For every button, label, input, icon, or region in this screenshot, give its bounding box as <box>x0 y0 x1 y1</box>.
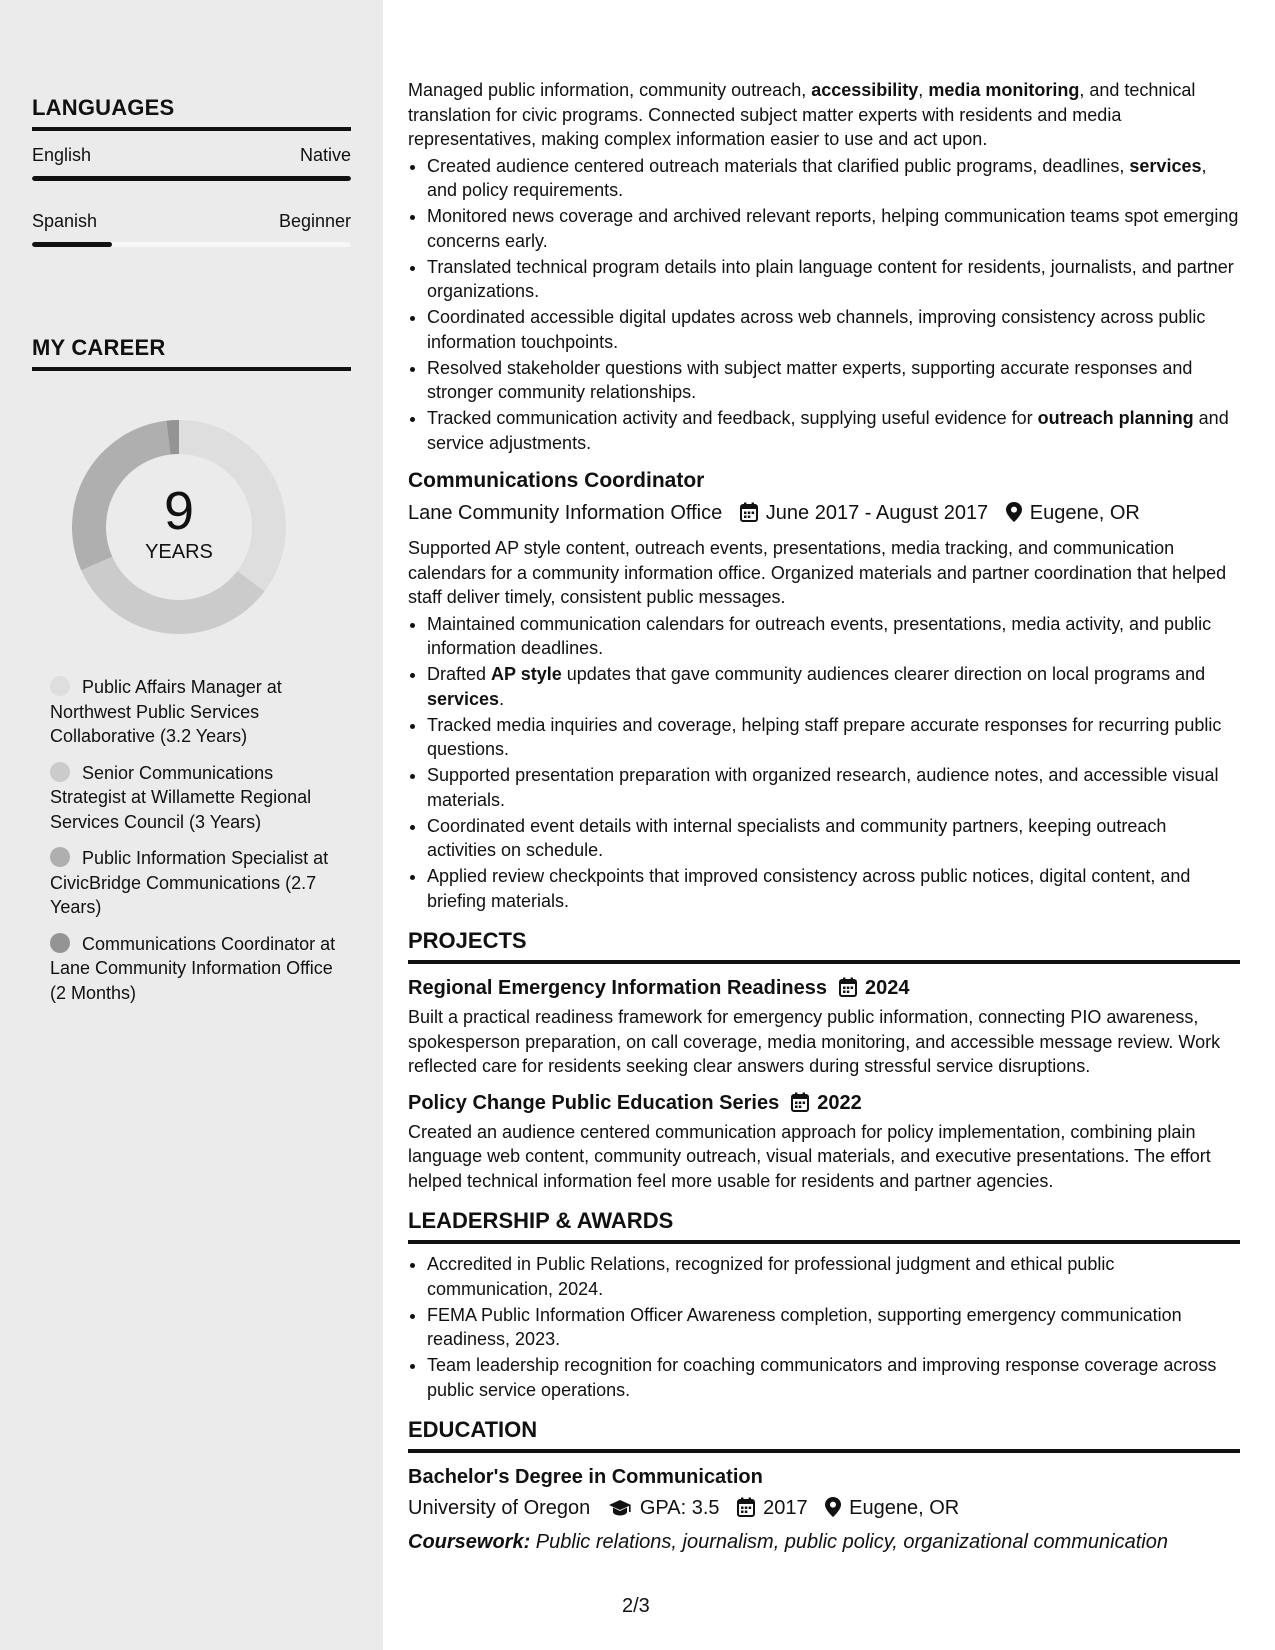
calendar-icon <box>791 1092 809 1120</box>
language-bar-fill <box>32 242 112 247</box>
bullet-item: • Maintained communication calendars for outreach events, presentations, media activity, and public information deadlines. <box>427 612 1240 661</box>
bullet-item: • Monitored news coverage and archived relevant reports, helping communication teams spot emerging concerns early. <box>427 204 1240 253</box>
legend-label: Senior Communications Strategist at Willamette Regional Services Council (3 Years) <box>50 762 312 832</box>
graduation-cap-icon <box>608 1497 632 1525</box>
bullet-item: • Tracked media inquiries and coverage, helping staff prepare accurate responses for recurring public questions. <box>427 713 1240 762</box>
bullet-item <box>427 154 1240 203</box>
legend-item <box>50 932 340 1006</box>
job-summary: Supported AP style content, outreach events, presentations, media tracking, and communication calendars for a community information office. Organized materials and partner coordination that helped staff deliver timely, consistent public messages. <box>408 538 1227 607</box>
keyword: outreach planning <box>1037 408 1194 428</box>
bullet-item: • Coordinated accessible digital updates across web channels, improving consistency across public information touchpoints. <box>427 305 1240 354</box>
job-intro-summary <box>408 78 1240 152</box>
career-total-unit: YEARS <box>145 540 213 563</box>
job-bullets <box>408 612 1240 914</box>
coursework-label: Coursework: <box>408 1531 531 1553</box>
bullet-item <box>427 662 1240 711</box>
career-heading: MY CAREER <box>32 335 351 371</box>
text: Created audience centered outreach materials that clarified public programs, deadlines, <box>427 155 1130 176</box>
awards-heading: LEADERSHIP & AWARDS <box>408 1207 1240 1244</box>
page-number: 2/3 <box>622 1595 650 1617</box>
text: updates that gave community audiences clearer direction on local programs and <box>561 664 1206 684</box>
project-description: Built a practical readiness framework for emergency public information, connecting PIO awareness, spokesperson preparation, on call coverage, media monitoring, and accessible message review. Work reflected care for residents seeking clear answers during stressful service disruptions. <box>408 1007 1221 1076</box>
awards-list <box>408 1252 1240 1402</box>
legend-dot <box>50 762 70 782</box>
language-level: Beginner <box>278 211 351 231</box>
legend-label: Public Information Specialist at CivicBridge Communications (2.7 Years) <box>50 848 329 917</box>
project-name: Policy Change Public Education Series <box>408 1091 780 1114</box>
award-item: • Team leadership recognition for coaching communicators and improving response coverage across public service operations. <box>427 1353 1240 1402</box>
language-row-english <box>32 145 351 166</box>
keyword: services <box>427 688 500 709</box>
text: Drafted <box>427 664 492 684</box>
text: . <box>499 688 505 709</box>
job-dates: June 2017 - August 2017 <box>765 502 989 524</box>
career-total <box>66 414 292 640</box>
job-title: Communications Coordinator <box>408 469 705 492</box>
job-meta <box>408 499 1240 530</box>
text: Managed public information, community outreach, <box>408 80 812 100</box>
job-company: Lane Community Information Office <box>408 502 723 524</box>
education-year: 2017 <box>763 1497 808 1519</box>
career-legend <box>50 675 340 1017</box>
education-heading: EDUCATION <box>408 1416 1240 1453</box>
project-description: Created an audience centered communication approach for policy implementation, combining plain language web content, community outreach, visual materials, and executive presentations. The effort helped technical information feel more usable for residents and partner agencies. <box>408 1121 1211 1191</box>
calendar-icon <box>740 502 758 530</box>
location-pin-icon <box>1006 502 1022 530</box>
project-name: Regional Emergency Information Readiness <box>408 977 827 999</box>
legend-item <box>50 761 340 835</box>
legend-item <box>50 675 340 749</box>
calendar-icon <box>839 977 857 1005</box>
education-degree: Bachelor's Degree in Communication <box>408 1466 763 1488</box>
languages-heading: LANGUAGES <box>32 95 351 131</box>
keyword: media monitoring <box>928 80 1080 100</box>
language-bar-spanish <box>32 242 351 247</box>
job-location: Eugene, OR <box>1029 502 1140 524</box>
bullet-item: • Applied review checkpoints that improved consistency across public notices, digital content, and briefing materials. <box>427 864 1240 913</box>
language-name: English <box>32 145 92 165</box>
projects-heading: PROJECTS <box>408 927 1240 964</box>
keyword: AP style <box>491 664 562 684</box>
legend-dot <box>50 933 70 953</box>
keyword: accessibility <box>811 80 919 100</box>
legend-label: Communications Coordinator at Lane Community Information Office (2 Months) <box>50 933 336 1003</box>
keyword: services <box>1129 155 1202 176</box>
text: , and technical translation for civic programs. Connected subject matter experts with residents and media representatives, making complex information easier to use and act upon. <box>408 80 1196 149</box>
education-meta <box>408 1494 1240 1525</box>
text: , <box>918 80 929 100</box>
job-intro-bullets <box>408 154 1240 456</box>
bullet-item: • Supported presentation preparation with organized research, audience notes, and accessible visual materials. <box>427 763 1240 812</box>
text: Tracked communication activity and feedback, supplying useful evidence for <box>427 408 1038 428</box>
project-title <box>408 1089 1240 1120</box>
text: , and policy requirements. <box>427 155 1207 200</box>
language-name: Spanish <box>32 211 98 231</box>
education-location: Eugene, OR <box>849 1497 960 1519</box>
award-item: • Accredited in Public Relations, recognized for professional judgment and ethical public communication, 2024. <box>427 1252 1240 1301</box>
bullet-item <box>427 406 1240 455</box>
text: and service adjustments. <box>427 408 1229 453</box>
legend-label: Public Affairs Manager at Northwest Public Services Collaborative (3.2 Years) <box>50 677 282 746</box>
language-level: Native <box>299 145 351 165</box>
coursework-text: Public relations, journalism, public policy, organizational communication <box>530 1531 1168 1553</box>
project-year: 2022 <box>817 1091 862 1114</box>
bullet-item: • Resolved stakeholder questions with subject matter experts, supporting accurate responses and stronger community relationships. <box>427 356 1240 405</box>
legend-item <box>50 846 340 920</box>
legend-dot <box>50 676 70 696</box>
award-item: • FEMA Public Information Officer Awareness completion, supporting emergency communication readiness, 2023. <box>427 1303 1240 1352</box>
sidebar <box>0 0 383 1650</box>
bullet-item: • Coordinated event details with internal specialists and community partners, keeping outreach activities on schedule. <box>427 814 1240 863</box>
project-year: 2024 <box>865 977 910 999</box>
education-coursework <box>408 1528 1240 1556</box>
career-donut-chart <box>66 414 292 640</box>
calendar-icon <box>737 1497 755 1525</box>
language-bar-fill <box>32 176 351 181</box>
language-bar-english <box>32 176 351 181</box>
legend-dot <box>50 847 70 867</box>
education-school: University of Oregon <box>408 1497 591 1519</box>
language-row-spanish <box>32 211 351 232</box>
location-pin-icon <box>825 1497 841 1525</box>
education-gpa: GPA: 3.5 <box>639 1497 720 1519</box>
career-total-number: 9 <box>163 480 195 541</box>
main-content <box>408 78 1240 1556</box>
project-title <box>408 974 1240 1005</box>
bullet-item: • Translated technical program details into plain language content for residents, journalists, and partner organizations. <box>427 255 1240 304</box>
